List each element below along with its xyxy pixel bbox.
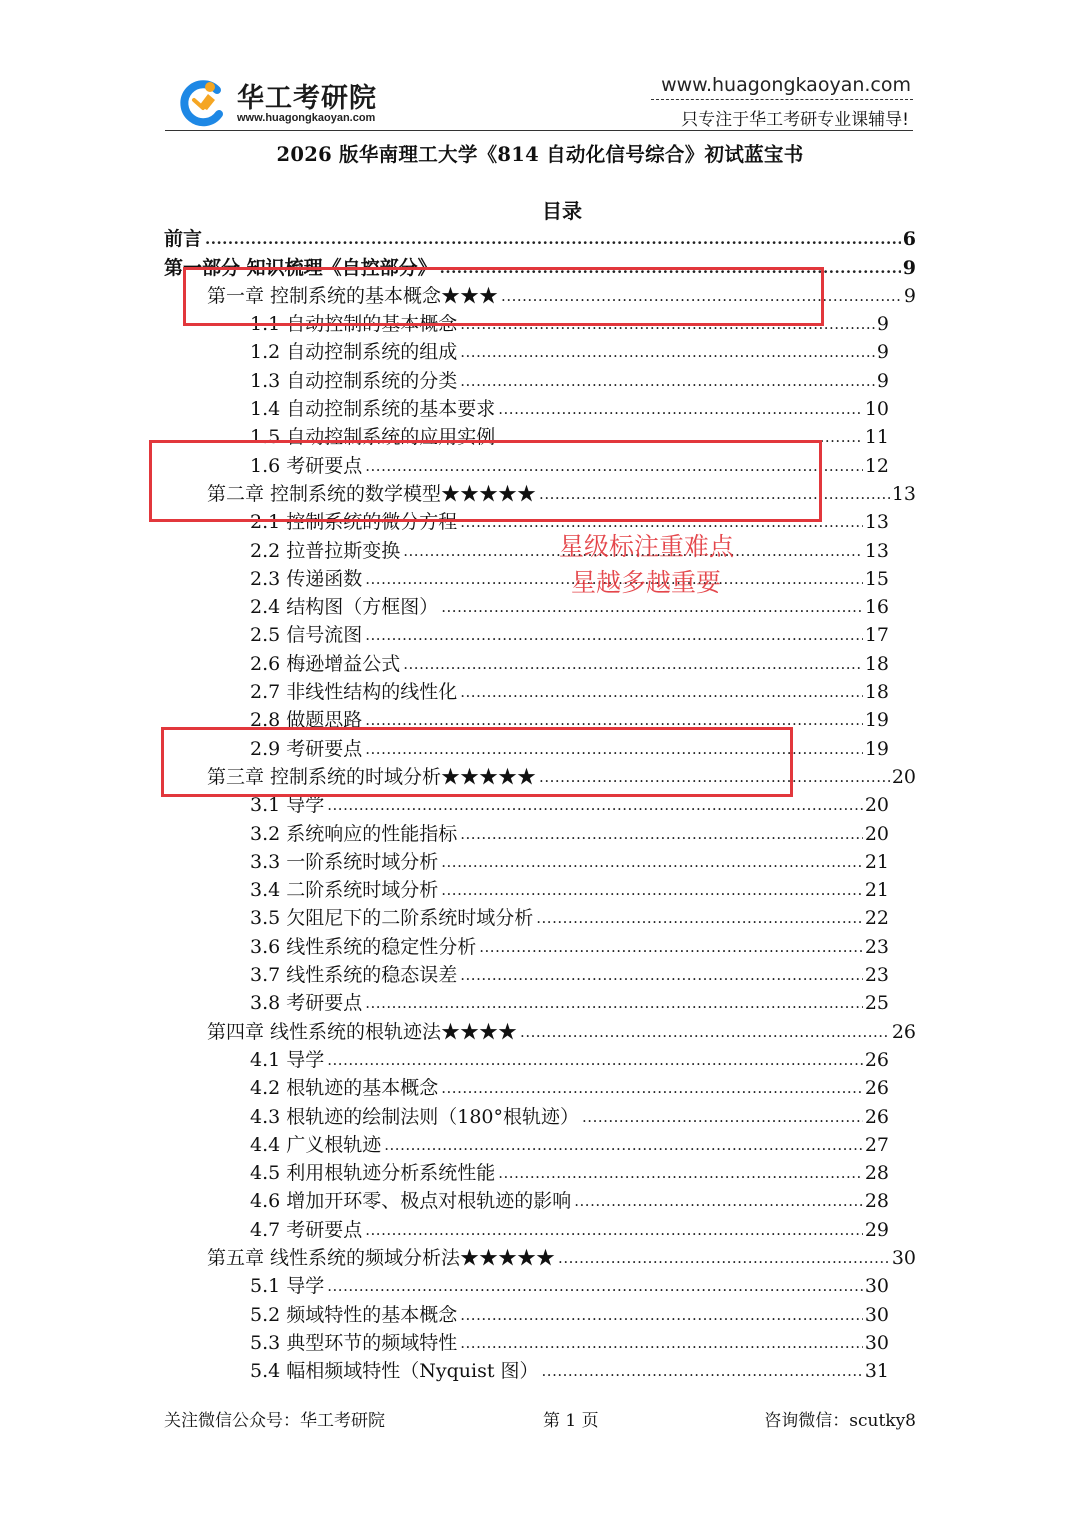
toc-entry-page: 9 xyxy=(876,341,889,364)
logo-icon xyxy=(177,78,227,128)
toc-entry-page: 23 xyxy=(864,935,889,958)
footer-right: 咨询微信：scutky8 xyxy=(764,1411,916,1431)
toc-entry-title: 1.4 自动控制系统的基本要求 xyxy=(250,398,496,421)
toc-entry[interactable] xyxy=(164,222,916,250)
toc-entry[interactable] xyxy=(164,816,916,844)
toc-leader-dots xyxy=(365,628,863,642)
toc-entry-title: 4.5 利用根轨迹分析系统性能 xyxy=(250,1162,496,1185)
toc-entry-page: 20 xyxy=(864,822,889,845)
slogan: 只专注于华工考研专业课辅导! xyxy=(681,110,909,130)
toc-entry[interactable] xyxy=(164,845,916,873)
toc-entry-page: 31 xyxy=(864,1360,889,1383)
toc-leader-dots xyxy=(327,798,863,812)
toc-entry-title: 前言 xyxy=(164,228,203,251)
toc-entry[interactable] xyxy=(164,675,916,703)
toc-entry-page: 30 xyxy=(864,1275,889,1298)
toc-entry[interactable] xyxy=(164,392,916,420)
toc-leader-dots xyxy=(365,996,863,1010)
toc-entry-title: 3.2 系统响应的性能指标 xyxy=(250,822,458,845)
toc-leader-dots xyxy=(384,1138,863,1152)
toc-entry-title: 1.3 自动控制系统的分类 xyxy=(250,369,458,392)
toc-entry-title: 3.4 二阶系统时域分析 xyxy=(250,879,439,902)
toc-entry-page: 30 xyxy=(864,1303,889,1326)
toc-leader-dots xyxy=(460,827,863,841)
toc-entry[interactable] xyxy=(164,562,916,590)
toc-entry-title: 2.3 传递函数 xyxy=(250,567,363,590)
toc-entry-page: 16 xyxy=(864,596,889,619)
toc-entry[interactable] xyxy=(164,1156,916,1184)
document-title: 2026 版华南理工大学《814 自动化信号综合》初试蓝宝书 xyxy=(276,143,804,166)
toc-entry-title: 第三章 控制系统的时域分析★★★★★ xyxy=(207,765,537,788)
page-header xyxy=(165,70,913,132)
toc-entry-page: 28 xyxy=(864,1190,889,1213)
toc-entry-page: 23 xyxy=(864,964,889,987)
toc-leader-dots xyxy=(460,685,863,699)
toc-entry-title: 1.5 自动控制系统的应用实例 xyxy=(250,426,496,449)
toc-entry-title: 5.4 幅相频域特性（Nyquist 图） xyxy=(250,1360,539,1383)
toc-entry-title: 4.3 根轨迹的绘制法则（180°根轨迹） xyxy=(250,1105,580,1128)
toc-entry-page: 13 xyxy=(864,539,889,562)
toc-heading: 目录 xyxy=(542,199,582,223)
toc-entry-page: 10 xyxy=(864,398,889,421)
toc-entry-page: 21 xyxy=(864,879,889,902)
toc-leader-dots xyxy=(542,1364,863,1378)
toc-leader-dots xyxy=(327,1279,863,1293)
toc-leader-dots xyxy=(365,713,863,727)
toc-leader-dots xyxy=(536,911,863,925)
toc-entry[interactable] xyxy=(164,335,916,363)
table-of-contents xyxy=(164,222,916,1382)
logo-name: 华工考研院 xyxy=(237,83,377,114)
highlight-box-chapter-2 xyxy=(149,440,822,522)
toc-entry-title: 第四章 线性系统的根轨迹法★★★★ xyxy=(207,1020,518,1043)
toc-entry-page: 22 xyxy=(864,907,889,930)
toc-entry[interactable] xyxy=(164,1128,916,1156)
toc-entry-title: 2.5 信号流图 xyxy=(250,624,363,647)
toc-entry-title: 5.3 典型环节的频域特性 xyxy=(250,1331,458,1354)
toc-leader-dots xyxy=(441,855,863,869)
toc-entry-page: 18 xyxy=(864,652,889,675)
toc-entry-title: 2.2 拉普拉斯变换 xyxy=(250,539,401,562)
toc-leader-dots xyxy=(205,232,901,246)
toc-entry-title: 4.1 导学 xyxy=(250,1048,325,1071)
toc-entry-page: 9 xyxy=(876,313,889,336)
toc-entry-title: 2.1 控制系统的微分方程 xyxy=(250,511,458,534)
toc-entry-title: 3.1 导学 xyxy=(250,794,325,817)
toc-entry-page: 15 xyxy=(864,567,889,590)
toc-entry-page: 30 xyxy=(864,1331,889,1354)
toc-entry-page: 25 xyxy=(864,992,889,1015)
toc-entry-page: 30 xyxy=(891,1246,916,1269)
toc-leader-dots xyxy=(520,1025,890,1039)
highlight-box-chapter-1 xyxy=(183,267,824,326)
toc-entry-page: 17 xyxy=(864,624,889,647)
toc-leader-dots xyxy=(365,1223,863,1237)
site-url[interactable]: www.huagongkaoyan.com xyxy=(661,74,911,96)
annotation-line-2: 星越多越重要 xyxy=(571,568,722,597)
toc-entry-title: 第一部分 知识梳理《自控部分》 xyxy=(164,256,437,279)
toc-entry-page: 11 xyxy=(864,426,889,449)
toc-entry-title: 第五章 线性系统的频域分析法★★★★★ xyxy=(207,1246,556,1269)
toc-leader-dots xyxy=(460,1336,863,1350)
toc-entry-title: 4.4 广义根轨迹 xyxy=(250,1133,382,1156)
toc-entry[interactable] xyxy=(164,901,916,929)
toc-entry-page: 20 xyxy=(891,765,916,788)
toc-leader-dots xyxy=(460,374,875,388)
toc-entry-page: 19 xyxy=(864,737,889,760)
toc-entry[interactable] xyxy=(164,1071,916,1099)
toc-entry[interactable] xyxy=(164,618,916,646)
toc-leader-dots xyxy=(479,940,863,954)
toc-leader-dots xyxy=(441,1081,863,1095)
toc-entry[interactable] xyxy=(164,590,916,618)
header-divider xyxy=(165,130,913,131)
toc-entry-page: 6 xyxy=(902,228,916,251)
logo-url: www.huagongkaoyan.com xyxy=(237,112,376,124)
toc-entry-title: 5.1 导学 xyxy=(250,1275,325,1298)
toc-entry-title: 4.7 考研要点 xyxy=(250,1218,363,1241)
toc-entry[interactable] xyxy=(164,958,916,986)
toc-entry-title: 3.7 线性系统的稳态误差 xyxy=(250,964,458,987)
toc-entry[interactable] xyxy=(164,1014,916,1042)
toc-entry-title: 第一章 控制系统的基本概念★★★ xyxy=(207,284,499,307)
toc-entry-page: 28 xyxy=(864,1162,889,1185)
toc-entry-page: 9 xyxy=(902,256,916,279)
footer-left: 关注微信公众号：华工考研院 xyxy=(164,1411,385,1431)
toc-leader-dots xyxy=(327,1053,863,1067)
toc-entry-title: 4.2 根轨迹的基本概念 xyxy=(250,1077,439,1100)
toc-entry[interactable] xyxy=(164,363,916,391)
toc-entry[interactable] xyxy=(164,533,916,561)
toc-entry-title: 第二章 控制系统的数学模型★★★★★ xyxy=(207,482,537,505)
toc-entry[interactable] xyxy=(164,929,916,957)
toc-entry-title: 2.8 做题思路 xyxy=(250,709,363,732)
toc-entry-page: 13 xyxy=(864,511,889,534)
toc-entry-title: 2.7 非线性结构的线性化 xyxy=(250,681,458,704)
toc-entry-page: 13 xyxy=(891,482,916,505)
toc-entry-title: 3.5 欠阻尼下的二阶系统时域分析 xyxy=(250,907,534,930)
toc-entry-title: 3.6 线性系统的稳定性分析 xyxy=(250,935,477,958)
toc-entry-page: 26 xyxy=(864,1105,889,1128)
toc-entry-page: 21 xyxy=(864,850,889,873)
toc-entry-title: 1.6 考研要点 xyxy=(250,454,363,477)
toc-entry-title: 3.8 考研要点 xyxy=(250,992,363,1015)
toc-entry[interactable] xyxy=(164,646,916,674)
annotation-line-1: 星级标注重难点 xyxy=(559,532,735,561)
toc-entry-page: 9 xyxy=(903,284,916,307)
toc-leader-dots xyxy=(441,600,863,614)
toc-leader-dots xyxy=(460,345,875,359)
toc-leader-dots xyxy=(498,402,863,416)
toc-entry[interactable] xyxy=(164,1212,916,1240)
brand-logo xyxy=(177,74,407,130)
toc-entry[interactable] xyxy=(164,1099,916,1127)
toc-entry[interactable] xyxy=(164,873,916,901)
toc-entry-page: 9 xyxy=(876,369,889,392)
toc-entry-page: 26 xyxy=(891,1020,916,1043)
toc-entry[interactable] xyxy=(164,1043,916,1071)
toc-entry[interactable] xyxy=(164,1354,916,1382)
dashed-divider xyxy=(651,99,913,100)
toc-entry[interactable] xyxy=(164,1184,916,1212)
toc-entry-page: 19 xyxy=(864,709,889,732)
toc-entry-page: 26 xyxy=(864,1077,889,1100)
toc-entry-title: 2.4 结构图（方框图） xyxy=(250,596,439,619)
toc-entry[interactable] xyxy=(164,1297,916,1325)
toc-leader-dots xyxy=(574,1194,863,1208)
toc-entry-page: 12 xyxy=(864,454,889,477)
toc-entry-page: 18 xyxy=(864,681,889,704)
toc-entry-title: 2.9 考研要点 xyxy=(250,737,363,760)
toc-leader-dots xyxy=(498,1166,863,1180)
toc-leader-dots xyxy=(460,968,863,982)
toc-entry-title: 1.2 自动控制系统的组成 xyxy=(250,341,458,364)
footer-page-number: 第 1 页 xyxy=(543,1411,599,1431)
toc-entry[interactable] xyxy=(164,1241,916,1269)
toc-leader-dots xyxy=(558,1251,890,1265)
toc-entry-title: 1.1 自动控制的基本概念 xyxy=(250,313,458,336)
toc-entry-page: 29 xyxy=(864,1218,889,1241)
toc-entry[interactable] xyxy=(164,1326,916,1354)
toc-leader-dots xyxy=(403,657,863,671)
toc-entry[interactable] xyxy=(164,986,916,1014)
toc-entry-page: 26 xyxy=(864,1048,889,1071)
toc-entry-title: 5.2 频域特性的基本概念 xyxy=(250,1303,458,1326)
toc-leader-dots xyxy=(460,1308,863,1322)
toc-entry-title: 3.3 一阶系统时域分析 xyxy=(250,850,439,873)
toc-leader-dots xyxy=(582,1110,863,1124)
highlight-box-chapter-3 xyxy=(161,727,793,797)
toc-entry[interactable] xyxy=(164,1269,916,1297)
toc-entry-page: 20 xyxy=(864,794,889,817)
toc-entry-title: 2.6 梅逊增益公式 xyxy=(250,652,401,675)
toc-leader-dots xyxy=(441,883,863,897)
toc-entry-title: 4.6 增加开环零、极点对根轨迹的影响 xyxy=(250,1190,572,1213)
toc-entry-page: 27 xyxy=(864,1133,889,1156)
